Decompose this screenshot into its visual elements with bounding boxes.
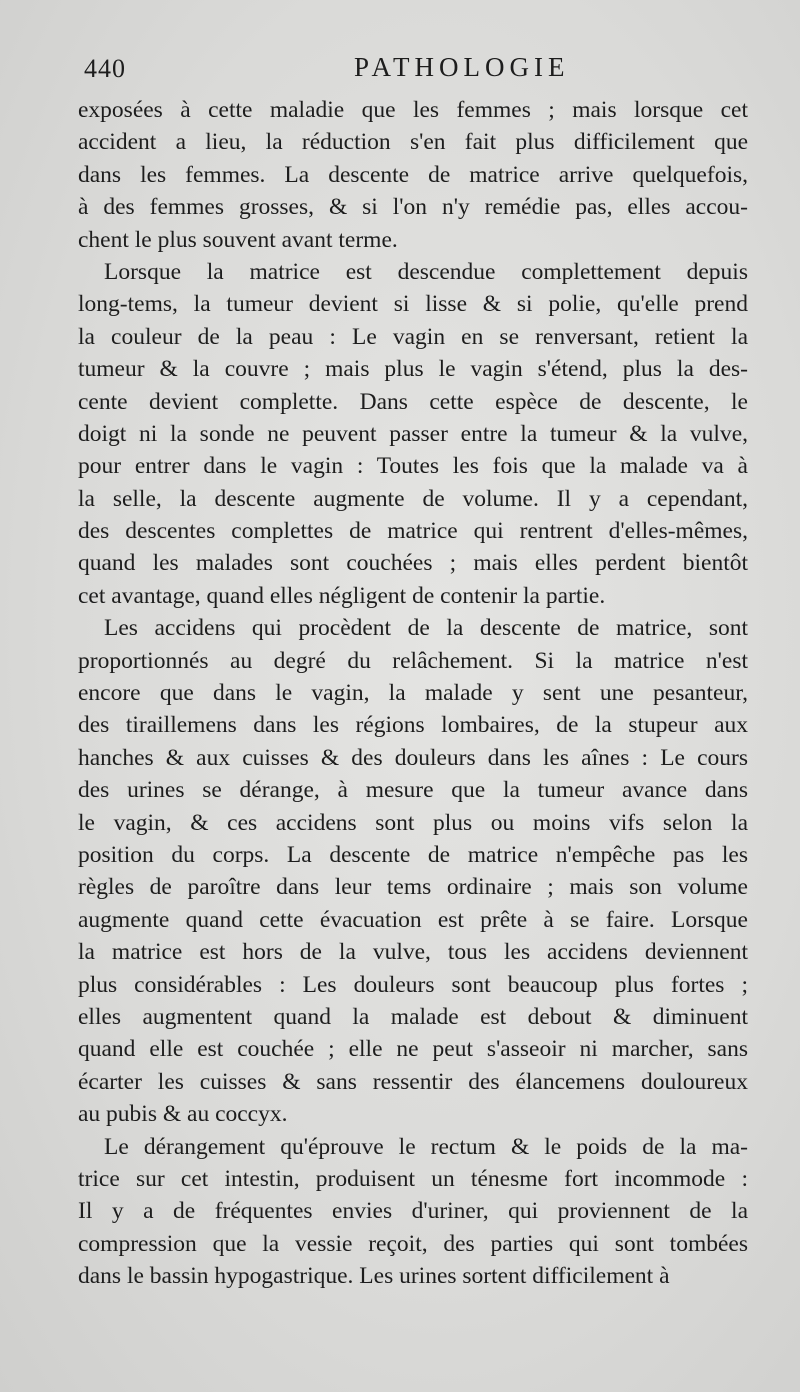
text-line: trice sur cet intestin, produisent un ténesme fort incommode :	[78, 1165, 748, 1192]
text-line: position du corps. La descente de matrice n'empêche pas les	[78, 841, 748, 868]
text-line: dans le bassin hypogastrique. Les urines sortent difficilement à	[78, 1263, 670, 1290]
text-line: long-tems, la tumeur devient si lisse & si polie, qu'elle prend	[78, 291, 748, 318]
paragraph	[78, 256, 748, 612]
text-line: plus considérables : Les douleurs sont beaucoup plus fortes ;	[78, 971, 748, 998]
text-line: le vagin, & ces accidens sont plus ou moins vifs selon la	[78, 809, 748, 836]
page-number: 440	[84, 54, 126, 83]
text-line: pour entrer dans le vagin : Toutes les fois que la malade va à	[78, 453, 748, 480]
text-line: encore que dans le vagin, la malade y sent une pesanteur,	[78, 680, 748, 707]
text-line: la selle, la descente augmente de volume. Il y a cependant,	[78, 485, 748, 512]
text-line: dans les femmes. La descente de matrice arrive quelquefois,	[78, 161, 748, 188]
text-line: des tiraillemens dans les régions lombaires, de la stupeur aux	[78, 712, 748, 739]
text-line: exposées à cette maladie que les femmes ; mais lorsque cet	[78, 97, 748, 123]
text-line: la matrice est hors de la vulve, tous les accidens deviennent	[78, 939, 748, 966]
text-line: Les accidens qui procèdent de la descente de matrice, sont	[104, 615, 748, 642]
text-line: au pubis & au coccyx.	[78, 1101, 288, 1128]
text-line: augmente quand cette évacuation est prête à se faire. Lorsque	[78, 906, 748, 933]
text-line: des descentes complettes de matrice qui rentrent d'elles-mêmes,	[78, 518, 748, 545]
text-line: quand elle est couchée ; elle ne peut s'asseoir ni marcher, sans	[78, 1036, 748, 1063]
text-line: des urines se dérange, à mesure que la tumeur avance dans	[78, 777, 748, 804]
text-line: tumeur & la couvre ; mais plus le vagin s'étend, plus la des-	[78, 356, 748, 383]
page-header	[84, 52, 744, 86]
body-text	[78, 94, 748, 1292]
text-line: quand les malades sont couchées ; mais elles perdent bientôt	[78, 550, 748, 577]
text-line: Lorsque la matrice est descendue complettement depuis	[104, 258, 748, 285]
text-line: proportionnés au degré du relâchement. Si la matrice n'est	[78, 647, 748, 674]
text-line: Il y a de fréquentes envies d'uriner, qui proviennent de la	[78, 1198, 748, 1225]
text-line: chent le plus souvent avant terme.	[78, 226, 398, 253]
text-line: doigt ni la sonde ne peuvent passer entre la tumeur & la vulve,	[78, 420, 748, 447]
text-line: Le dérangement qu'éprouve le rectum & le poids de la ma-	[104, 1133, 748, 1160]
text-line: à des femmes grosses, & si l'on n'y remédie pas, elles accou-	[78, 194, 748, 221]
text-line: compression que la vessie reçoit, des parties qui sont tombées	[78, 1230, 748, 1257]
text-line: hanches & aux cuisses & des douleurs dans les aînes : Le cours	[78, 744, 748, 771]
running-title: PATHOLOGIE	[354, 52, 570, 82]
text-line: cente devient complette. Dans cette espèce de descente, le	[78, 388, 748, 415]
text-line: elles augmentent quand la malade est debout & diminuent	[78, 1003, 748, 1030]
text-line: la couleur de la peau : Le vagin en se renversant, retient la	[78, 323, 748, 350]
paragraph	[78, 612, 748, 1130]
paragraph	[78, 94, 748, 256]
text-line: règles de paroître dans leur tems ordinaire ; mais son volume	[78, 874, 748, 901]
text-line: cet avantage, quand elles négligent de contenir la partie.	[78, 582, 606, 609]
paragraph	[78, 1131, 748, 1293]
text-line: écarter les cuisses & sans ressentir des élancemens douloureux	[78, 1068, 748, 1095]
text-line: accident a lieu, la réduction s'en fait plus difficilement que	[78, 129, 748, 156]
